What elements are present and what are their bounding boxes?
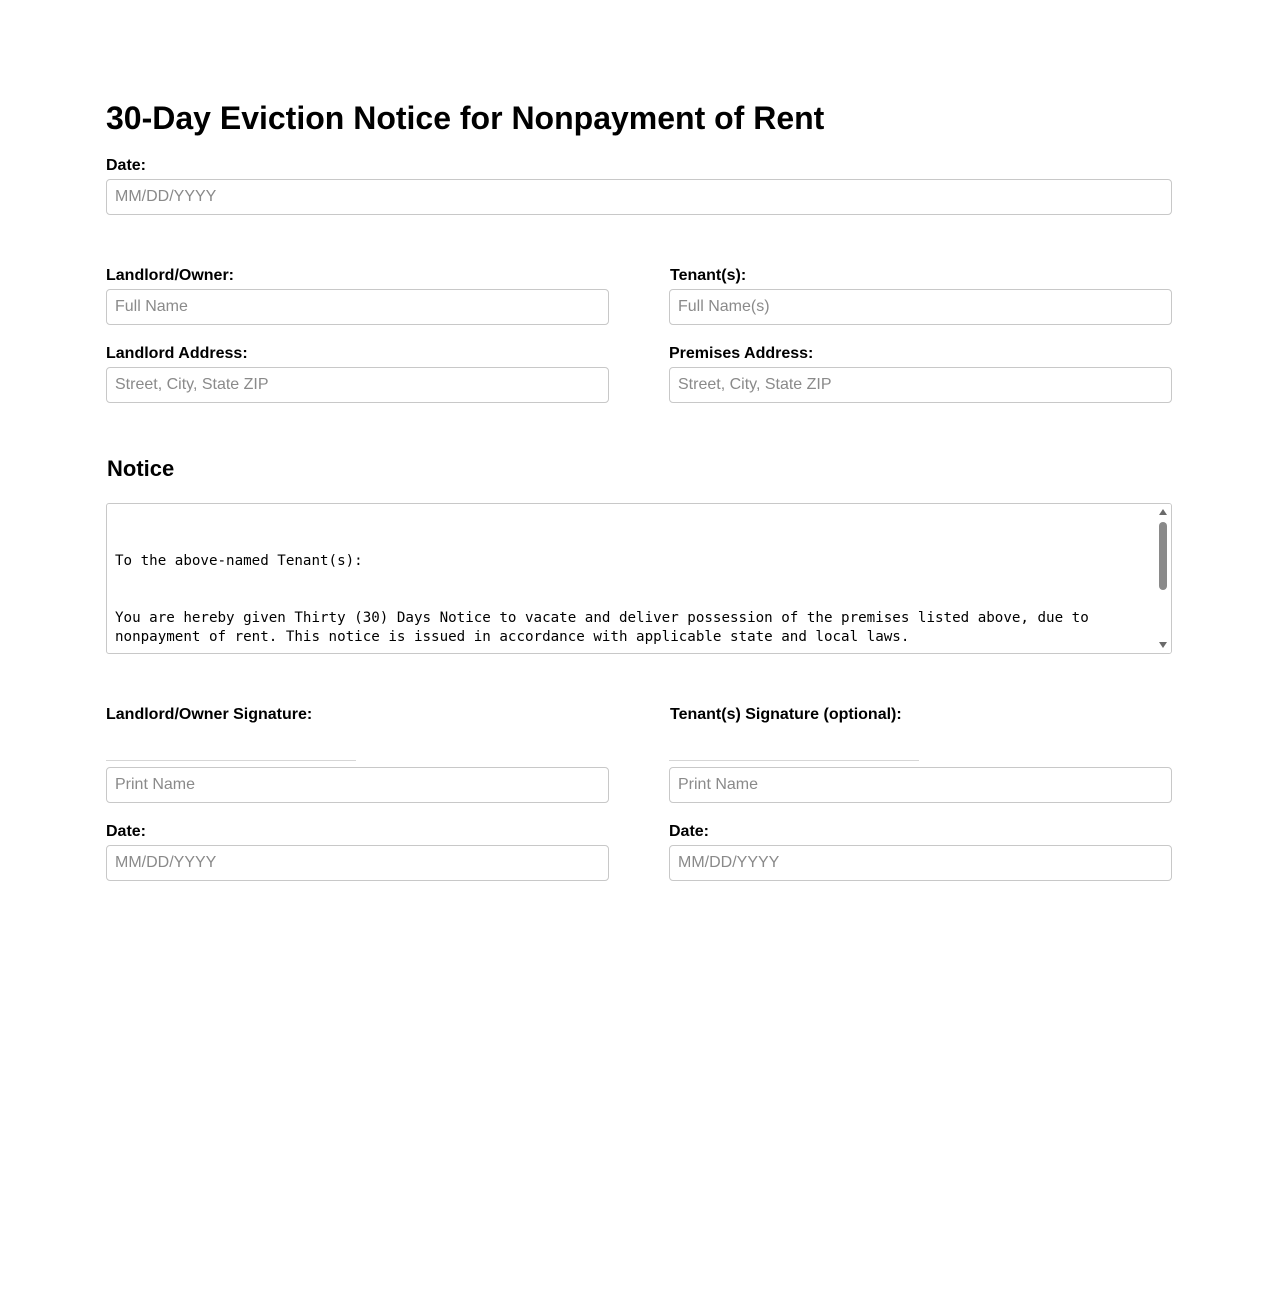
landlord-address-input[interactable] xyxy=(106,367,609,403)
tenant-print-name-input[interactable] xyxy=(669,767,1172,803)
tenant-signature-line[interactable] xyxy=(669,760,919,761)
landlord-address-label: Landlord Address: xyxy=(106,345,248,362)
notice-heading: Notice xyxy=(107,456,175,481)
scroll-down-arrow-icon[interactable] xyxy=(1159,642,1167,648)
scrollbar-thumb[interactable] xyxy=(1159,522,1167,590)
page-title: 30-Day Eviction Notice for Nonpayment of Rent xyxy=(106,100,825,136)
date-input[interactable] xyxy=(106,179,1172,215)
landlord-signature-label: Landlord/Owner Signature: xyxy=(106,706,313,723)
notice-line: To the above-named Tenant(s): xyxy=(115,553,363,569)
landlord-owner-label: Landlord/Owner: xyxy=(106,267,234,284)
tenant-date-input[interactable] xyxy=(669,845,1172,881)
tenant-signature-label: Tenant(s) Signature (optional): xyxy=(670,706,902,723)
notice-line: You are hereby given Thirty (30) Days Notice to vacate and deliver possession of the premises listed above, due to nonpayment of rent. This notice is issued in accordance with applicable state and local laws. xyxy=(115,610,1098,645)
vertical-scrollbar[interactable] xyxy=(1155,504,1171,653)
tenant-name-input[interactable] xyxy=(669,289,1172,325)
landlord-signature-line[interactable] xyxy=(106,760,356,761)
tenant-date-label: Date: xyxy=(669,823,710,840)
landlord-date-input[interactable] xyxy=(106,845,609,881)
scroll-up-arrow-icon[interactable] xyxy=(1159,509,1167,515)
landlord-date-label: Date: xyxy=(106,823,147,840)
landlord-print-name-input[interactable] xyxy=(106,767,609,803)
premises-address-input[interactable] xyxy=(669,367,1172,403)
landlord-name-input[interactable] xyxy=(106,289,609,325)
tenant-label: Tenant(s): xyxy=(670,267,747,284)
notice-text xyxy=(115,514,1145,654)
notice-textarea[interactable] xyxy=(106,503,1172,654)
premises-address-label: Premises Address: xyxy=(669,345,814,362)
date-label: Date: xyxy=(106,157,147,174)
